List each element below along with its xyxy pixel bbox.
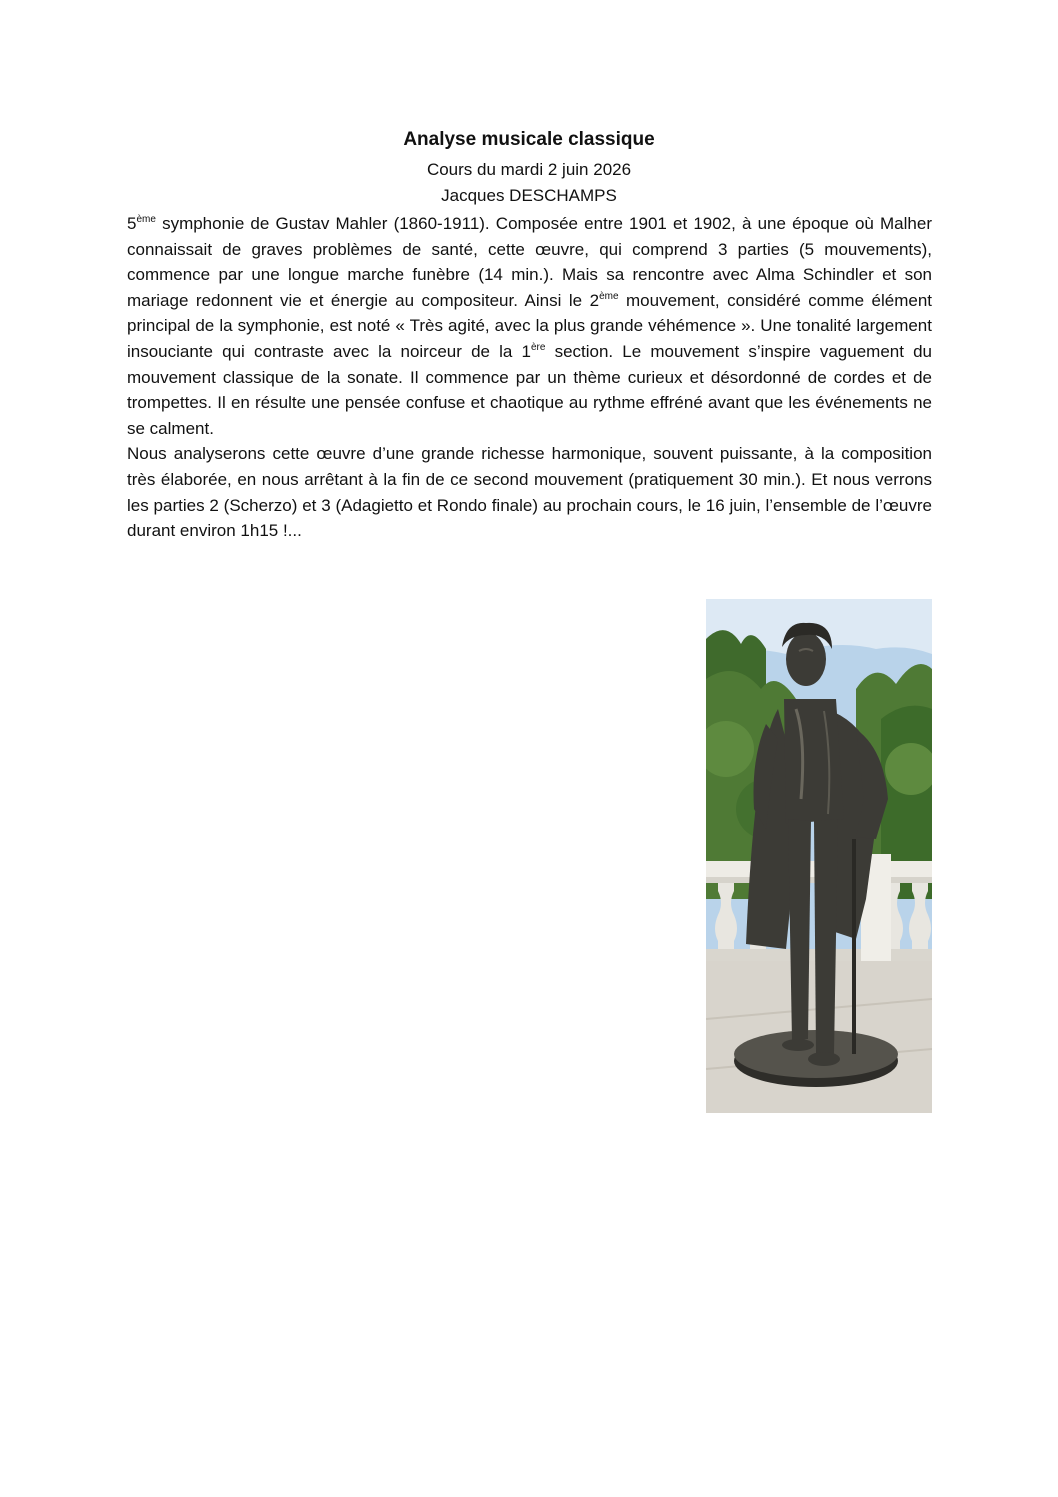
document-title: Analyse musicale classique (403, 129, 655, 150)
text-run: section. Le mouvement s’inspire vaguement du mouvement classique de la sonate. Il commence par un thème curieux et désordonné de cordes et de trompettes. Il en résulte une pensée confuse et chaotique au rythme effréné avant que les événements ne se calment. (127, 341, 933, 438)
ordinal-suffix: ère (530, 341, 546, 353)
bronze-statue-icon (706, 599, 932, 1113)
ordinal-suffix: ème (136, 214, 156, 225)
text-run: mouvement, considéré comme élément principal de la symphonie, est noté « Très agité, avec la plus grande véhémence ». Une tonalité largement insouciante qui contraste avec la noirceur de la 1 (127, 290, 933, 361)
ordinal-suffix: ème (599, 290, 619, 302)
statue-photo (706, 599, 932, 1113)
text-run: symphonie de Gustav Mahler (1860-1911). Composée entre 1901 et 1902, à une époque où Malher connaissait de graves problèmes de santé, cette œuvre, qui comprend 3 parties (5 mouvements), commence par une longue marche funèbre (14 min.). Mais sa rencontre avec Alma Schindler et son mariage redonnent vie et énergie au compositeur. Ainsi le 2 (127, 214, 932, 310)
body-text (127, 211, 932, 544)
paragraph-symphony-intro (127, 211, 932, 441)
text-run: 5 (127, 214, 137, 233)
author-name: Jacques DESCHAMPS (441, 186, 617, 205)
course-date: Cours du mardi 2 juin 2026 (426, 160, 632, 179)
paragraph-course-plan: Nous analyserons cette œuvre d’une grande richesse harmonique, souvent puissante, à la composition très élaborée, en nous arrêtant à la fin de ce second mouvement (pratiquement 30 min.). Et nous verrons les parties 2 (Scherzo) et 3 (Adagietto et Rondo finale) au prochain cours, le 16 juin, l’ensemble de l’œuvre durant environ 1h15 !... (127, 444, 932, 541)
